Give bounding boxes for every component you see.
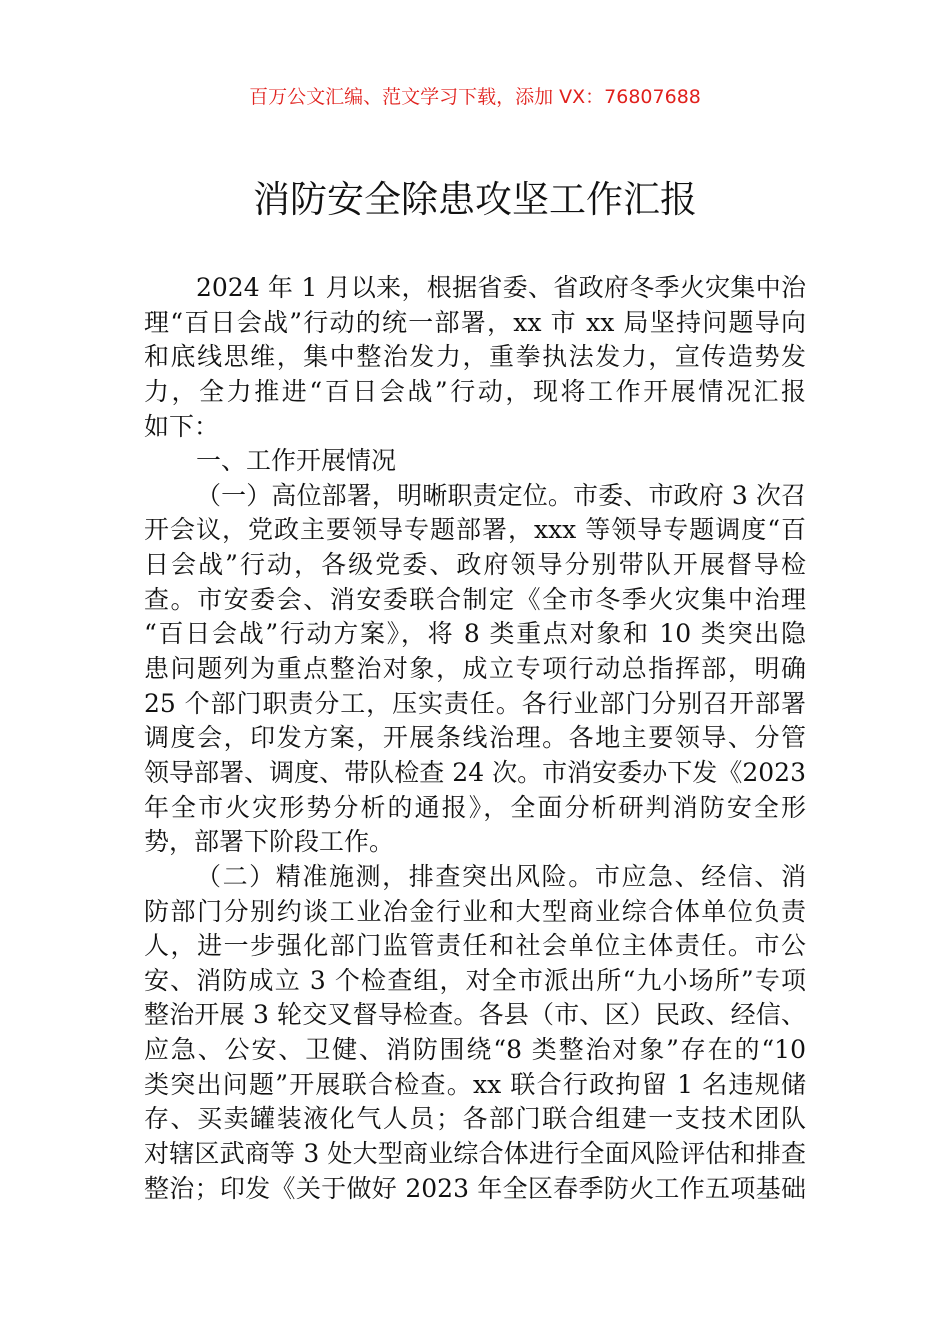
text-line: （二）精准施测，排查突出风险。市应急、经信、消 bbox=[196, 861, 806, 891]
text-line: 理“百日会战”行动的统一部署，xx 市 xx 局坚持问题导向 bbox=[144, 307, 806, 337]
paragraph bbox=[144, 860, 806, 1206]
text-line: 人，进一步强化部门监管责任和社会单位主体责任。市公 bbox=[144, 931, 806, 961]
text-line: 力，全力推进“百日会战”行动，现将工作开展情况汇报 bbox=[144, 376, 806, 406]
text-line: 整治开展 3 轮交叉督导检查。各县（市、区）民政、经信、 bbox=[144, 1000, 806, 1030]
text-line: 患问题列为重点整治对象，成立专项行动总指挥部，明确 bbox=[144, 654, 806, 684]
text-line: 日会战”行动，各级党委、政府领导分别带队开展督导检 bbox=[144, 550, 806, 580]
text-line: 25 个部门职责分工，压实责任。各行业部门分别召开部署 bbox=[144, 688, 806, 718]
text-line: 应急、公安、卫健、消防围绕“8 类整治对象”存在的“10 bbox=[144, 1035, 806, 1065]
text-line: 对辖区武商等 3 处大型商业综合体进行全面风险评估和排查 bbox=[144, 1139, 806, 1169]
text-line: 和底线思维，集中整治发力，重拳执法发力，宣传造势发 bbox=[144, 342, 806, 372]
text-line: 安、消防成立 3 个检查组，对全市派出所“九小场所”专项 bbox=[144, 965, 806, 995]
text-line: 如下： bbox=[144, 411, 220, 441]
text-line: 2024 年 1 月以来，根据省委、省政府冬季火灾集中治 bbox=[196, 273, 806, 302]
document-title: 消防安全除患攻坚工作汇报 bbox=[253, 178, 697, 221]
paragraph bbox=[144, 479, 806, 860]
paragraph bbox=[144, 444, 806, 479]
text-line: “百日会战”行动方案》，将 8 类重点对象和 10 类突出隐 bbox=[144, 619, 806, 649]
text-line: 调度会，印发方案，开展条线治理。各地主要领导、分管 bbox=[144, 723, 806, 753]
text-line: 年全市火灾形势分析的通报》，全面分析研判消防安全形 bbox=[144, 792, 806, 822]
text-line: 开会议，党政主要领导专题部署，xxx 等领导专题调度“百 bbox=[144, 515, 806, 545]
text-line: 类突出问题”开展联合检查。xx 联合行政拘留 1 名违规储 bbox=[144, 1069, 806, 1099]
watermark-header: 百万公文汇编、范文学习下载，添加 VX：76807688 bbox=[249, 86, 701, 108]
text-line: 整治；印发《关于做好 2023 年全区春季防火工作五项基础 bbox=[144, 1173, 806, 1203]
paragraph bbox=[144, 271, 806, 444]
text-line: 防部门分别约谈工业冶金行业和大型商业综合体单位负责 bbox=[144, 896, 806, 926]
document-body bbox=[144, 271, 806, 1206]
text-line: 存、买卖罐装液化气人员；各部门联合组建一支技术团队 bbox=[144, 1104, 806, 1134]
text-line: 查。市安委会、消安委联合制定《全市冬季火灾集中治理 bbox=[144, 584, 806, 614]
text-line: 领导部署、调度、带队检查 24 次。市消安委办下发《2023 bbox=[144, 757, 806, 787]
text-line: （一）高位部署，明晰职责定位。市委、市政府 3 次召 bbox=[196, 480, 806, 510]
text-line: 势，部署下阶段工作。 bbox=[144, 827, 395, 857]
text-line: 一、工作开展情况 bbox=[196, 446, 397, 476]
